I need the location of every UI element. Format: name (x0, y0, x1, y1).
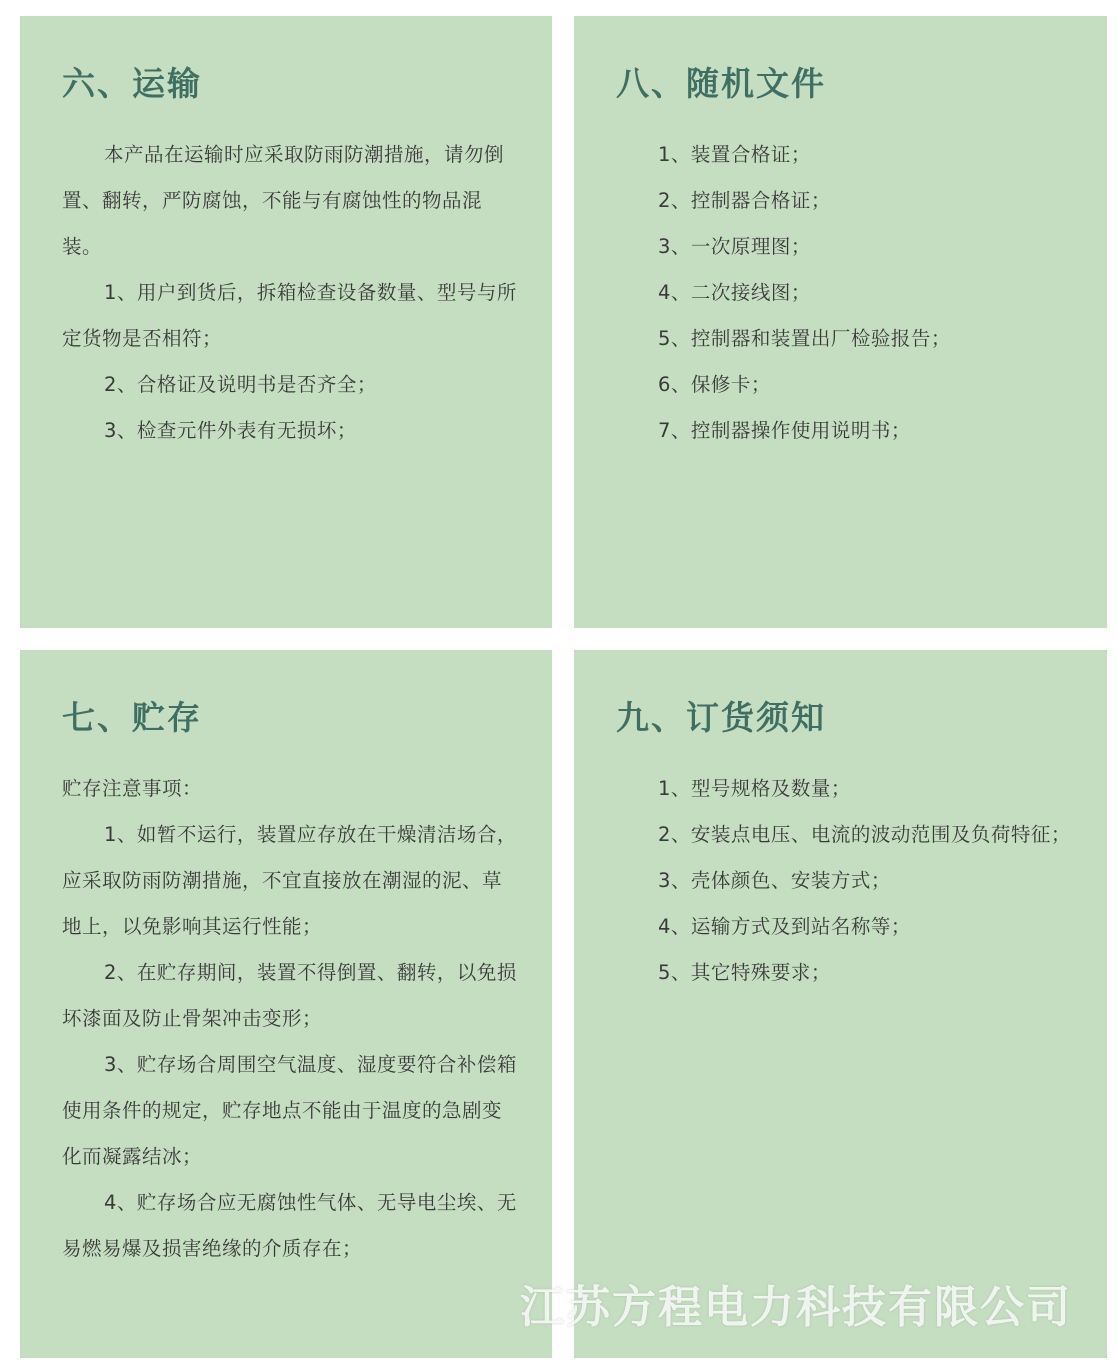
list-item: 1、装置合格证； (658, 143, 811, 166)
ordering-panel (574, 650, 1107, 1358)
storage-title: 七、贮存 (62, 698, 202, 737)
transport-body (62, 132, 517, 454)
storage-paragraph: 4、贮存场合应无腐蚀性气体、无导电尘埃、无易燃易爆及损害绝缘的介质存在； (62, 1191, 517, 1260)
transport-paragraph: 本产品在运输时应采取防雨防潮措施，请勿倒置、翻转，严防腐蚀，不能与有腐蚀性的物品混装。 (62, 143, 505, 258)
list-item: 1、型号规格及数量； (658, 777, 851, 800)
storage-panel (20, 650, 552, 1358)
transport-paragraph: 3、检查元件外表有无损坏； (104, 419, 357, 442)
transport-title: 六、运输 (62, 64, 202, 103)
transport-paragraph: 2、合格证及说明书是否齐全； (104, 373, 377, 396)
company-watermark: 江苏方程电力科技有限公司 (520, 1282, 1072, 1333)
documents-panel (574, 16, 1107, 628)
ordering-list (658, 766, 1088, 996)
list-item: 3、壳体颜色、安装方式； (658, 869, 891, 892)
storage-body (62, 766, 517, 1272)
list-item: 6、保修卡； (658, 373, 771, 396)
documents-title: 八、随机文件 (616, 64, 826, 103)
documents-list (658, 132, 1088, 454)
ordering-title: 九、订货须知 (616, 698, 826, 737)
storage-paragraph: 2、在贮存期间，装置不得倒置、翻转，以免损坏漆面及防止骨架冲击变形； (62, 961, 517, 1030)
list-item: 4、运输方式及到站名称等； (658, 915, 911, 938)
list-item: 2、控制器合格证； (658, 189, 831, 212)
storage-intro: 贮存注意事项： (62, 777, 203, 800)
list-item: 3、一次原理图； (658, 235, 811, 258)
storage-paragraph: 3、贮存场合周围空气温度、湿度要符合补偿箱使用条件的规定，贮存地点不能由于温度的急剧变化而凝露结冰； (62, 1053, 517, 1168)
transport-panel (20, 16, 552, 628)
list-item: 2、安装点电压、电流的波动范围及负荷特征； (658, 823, 1071, 846)
list-item: 5、其它特殊要求； (658, 961, 831, 984)
list-item: 7、控制器操作使用说明书； (658, 419, 911, 442)
list-item: 5、控制器和装置出厂检验报告； (658, 327, 951, 350)
transport-paragraph: 1、用户到货后，拆箱检查设备数量、型号与所定货物是否相符； (62, 281, 517, 350)
storage-paragraph: 1、如暂不运行，装置应存放在干燥清洁场合，应采取防雨防潮措施，不宜直接放在潮湿的泥、草地上，以免影响其运行性能； (62, 823, 517, 938)
list-item: 4、二次接线图； (658, 281, 811, 304)
